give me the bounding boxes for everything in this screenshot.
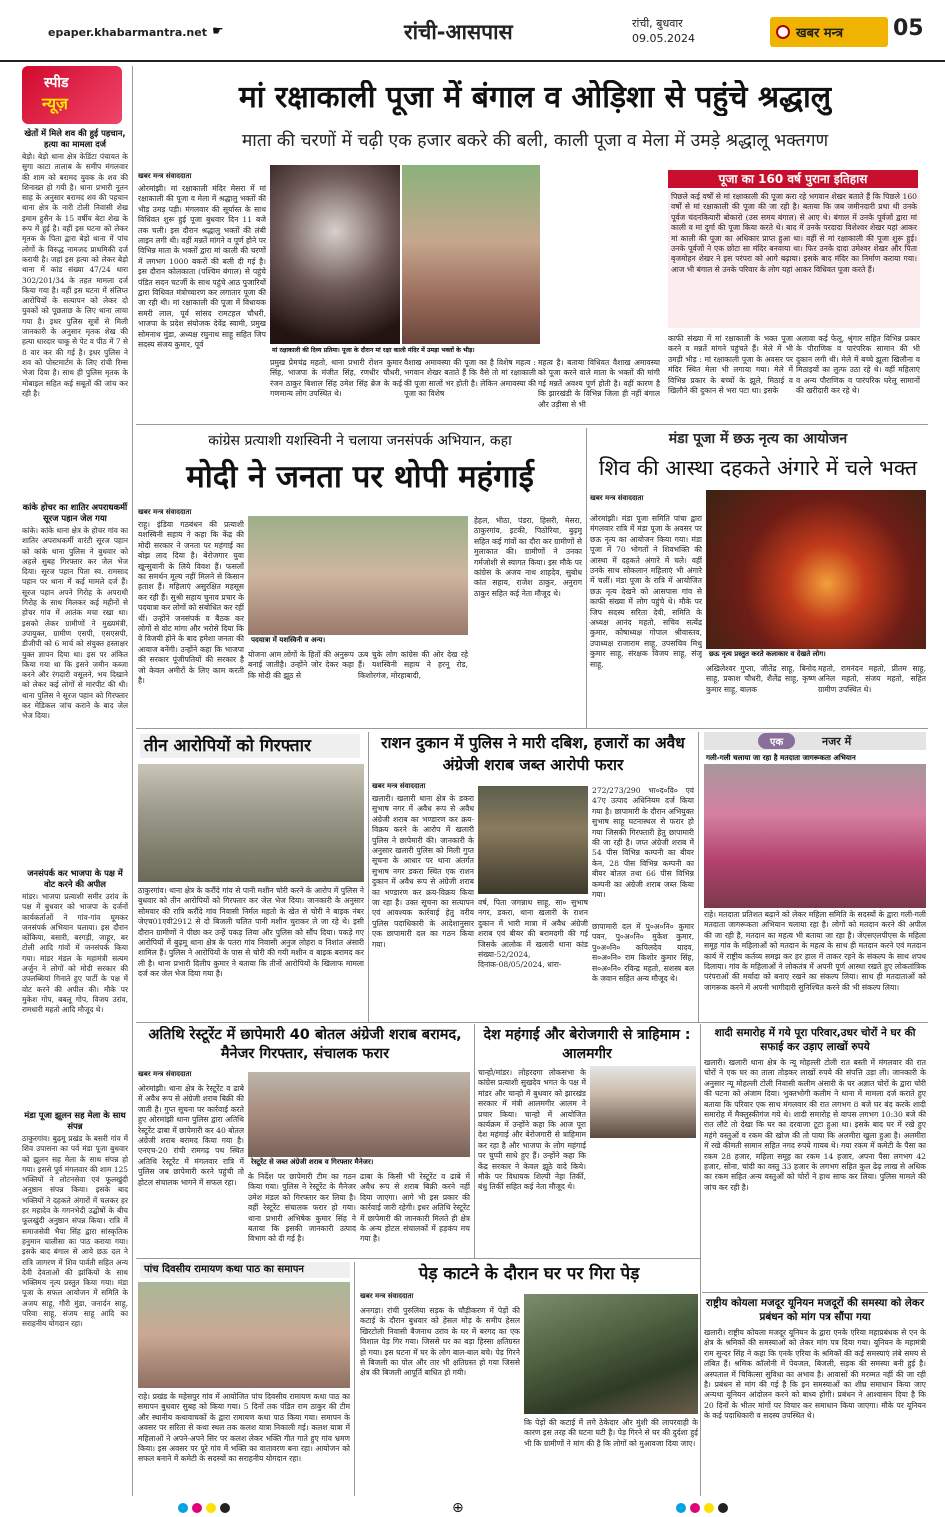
- magenta-mark-icon: [690, 1503, 700, 1513]
- seized-liquor-photo: [478, 786, 588, 894]
- theft-headline: शादी समारोह में गये पूरा परिवार,उधर चोरों ने घर की सफाई कर उड़ाए लाखों रुपये: [714, 1027, 916, 1053]
- lead-byline: खबर मन्त्र संवाददाता: [138, 172, 192, 180]
- lead-col5: काफी संख्या में मां रक्षाकाली के भक्त पूजा करने व मन्नतें मांगने पहुंचते हैं। मेले में भी उमड़ी भीड़ : मां रक्षाकाली पूजा के अवसर पर मंदिर स्थित मेला भी लगाया गया। मेले में विभिन्न प्रकार के बच्चों के झूले, मिठाई व खिलौने की दुकान से भरा पटा था। इसके: [668, 334, 793, 396]
- tree-fall-body: अनगड़ा। रांची पुरुलिया सड़क के चौड़ीकरण में पेड़ों की कटाई के दौरान बुधवार को हेसल मोड़ के समीप हेसल खिरटोली निवासी बैजनाथ उरांव के घर में बरगद का एक विशाल पेड़ गिर गया। जिससे घर का बड़ा हिस्सा क्षतिग्रस्त हो गया। इस घटना में घर के लोग बाल-बाल बचे। पेड़ गिरने से बिजली का पोल और तार भी क्षतिग्रस्त हो गया जिससे क्षेत्र की बिजली आपूर्ति बाधित हो गयी।: [360, 1306, 520, 1378]
- page-number: 05: [893, 16, 924, 41]
- brand-name: खबर मन्त्र: [796, 26, 844, 41]
- voter-awareness-photo: [704, 752, 926, 908]
- lead-col3: वैशाख अमावस्या की पूजा का है विशेष महत्व : भगवान शेखर बताते हैं कि वैसे तो मां रक्षाकाली की पूजा सालों भर होती है। लेकिन अमावस्या की पूजा का विशेष: [404, 358, 536, 399]
- brief-item: [22, 502, 128, 864]
- arrest-photo: [138, 764, 364, 882]
- epaper-url[interactable]: epaper.khabarmantra.net: [48, 26, 207, 39]
- crosshair-icon: ⊕: [452, 1500, 464, 1516]
- padyatra-caption: पदयात्रा में यशस्विनी व अन्य।: [248, 635, 468, 646]
- yellow-mark-icon: [206, 1503, 216, 1513]
- brief-headline: जनसंपर्क कर भाजपा के पक्ष में वोट करने की अपील: [27, 868, 123, 889]
- speed-news-logo-line2: न्यूज़: [42, 94, 68, 113]
- brief-body: मांडर। भाजपा प्रत्याशी समीर उरांव के पक्ष में बुधवार को भाजपा के दर्जनों कार्यकर्ताओं ने गांव-गांव घूमकर जनसंपर्क अभियान चलाया। इस दौरान कोंकिया, बसारी, बरगड़ी, जाहूर, बर टोली आदि गांवों में जनसंपर्क किया गया। मांडर मंडल के महामंत्री सत्यम अर्जुन ने लोगों को मोदी सरकार की उपलब्धियां गिनाते हुए पार्टी के पक्ष में वोट करने की अपील की। मौके पर मुकेश गोप, बबलू गोप, विजय उरांव, रामधारी महतो आदि मौजूद थे।: [22, 892, 128, 1015]
- brief-body: ठाकुरगांव। बुढ़मू प्रखंड के बसरी गांव में शिव उपासना का पर्व मंडा पूजा बुधवार को झूलन सह मेला के साथ संपन्न हो गया। इससे पूर्व मंगलवार की शाम 125 भक्तियों ने लोटनसेवा एवं फूलखुंदी अनुष्ठान संपन्न किया। इसके बाद भक्तियों ने दहकते अंगारों में चलकर हर हर महादेव के गगनभेदी उद्घोषों के बीच फूलखुंदी अनुष्ठान संपन्न किया। रात्रि में समाजसेवी भैया सिंह द्वारा सांस्कृतिक हनुमान चालीसा का पाठ कराया गया। इसके बाद बंगाल से आये छऊ दल ने रात्रि जागरण में शिव पार्वती सहित अन्य देवी देवताओं की झांकियों के साथ भक्तिमय नृत्य प्रस्तुत किया गया। मंडा पूजा के सफल आयोजन में समिति के अजय साहू, गौरी मुंडा, जनार्दन साहू, परिवा साहू, संजय साहू आदि का सराहनीय योगदान रहा।: [22, 1134, 128, 1329]
- brief-item: [22, 868, 128, 1106]
- lead-col6: अलावा कई फेलू, श्रृंगार सहित विभिन्न प्रकार के पौराणिक व पारंपरिक सामान की भी दुकान लगी थी। मेले में बच्चे झूला खिलौना व मिठाइयों का लुत्फ उठा रहे थे। वहीं महिलाएं व अन्य पौराणिक व पारंपरिक घरेलू सामानों की खरीदारी कर रहे थे।: [796, 334, 920, 396]
- fire-walk-photo: [706, 490, 926, 660]
- yellow-mark-icon: [704, 1503, 714, 1513]
- congress-col1: राहू। इंडिया गठबंधन की प्रत्याशी यशस्विनी सहाय ने कहा कि केंद्र की मोदी सरकार ने जनता पर महंगाई का बोझ लाद दिया है। बेरोजगार युवा खून्सुवानी के लिये विवश हैं। फसलों का समर्थन मूल्य नहीं मिलने से किसान हताश हैं। महिलाएं असुरक्षित महसूस कर रही हैं। सुश्री सहाय चुनाव प्रचार के पदयात्रा कर लोगों को संबोधित कर रहीं थीं। उन्होंने जनसंपर्क व बैठक कर लोगों से वोट मांगा और भरोसे दिया कि वे विजयी होने के बाद हमेशा जनता की आवाज बनेंगी। उन्होंने कहा कि भाजपा की सरकार पूंजीपतियों की सरकार है जो केवल अमीरों के लिए काम करती है।: [138, 520, 244, 686]
- ek-nazar-bar: [704, 732, 926, 750]
- dateline: [632, 16, 695, 46]
- voter-awareness-body: राहे। मतदाता प्रतिशत बढ़ाने को लेकर महिला समिति के सदस्यों के द्वारा गली-गली मतदाता जागरूकता अभियान चलाया रहा है। लोगों को मतदान करने की अपील की जा रही है, मतदान का महत्व भी बताया जा रहा है। जेएसएलपीएस के महिला समूह गांव के महिलाओं को मतदान के महत्व के साथ ही मतदान करने एवं मतदान कार्य में राष्ट्रीय कर्तव्य समझ कर हर हाल में ताकर रहने के संकल्प के साथ शपथ दिलाया। गांव के महिलाओं ने लोकतंत्र में अपनी पूर्ण आस्था रखते हुए लोकतांत्रिक परंपराओं की मर्यादा को बनाए रखने का संकल्प लिया। साथ ही मतदाताओं को जागरूक करने में अपनी भागीदारी सुनिश्चित करने की भी संकल्प लिया।: [704, 910, 926, 992]
- ramayan-headline: पांच दिवसीय रामायण कथा पाठ का समापन: [140, 1262, 350, 1278]
- congress-kicker: कांग्रेस प्रत्याशी यशस्विनी ने चलाया जनसंपर्क अभियान, कहा: [208, 433, 512, 449]
- tree-fall-headline: पेड़ काटने के दौरान घर पर गिरा पेड़: [418, 1264, 640, 1284]
- manda-body: ओरमांझी। मंडा पूजा समिति पांचा द्वारा मंगलवार रात्रि में मंडा पूजा के अवसर पर छऊ नृत्य का आयोजन किया गया। मंडा पूजा में 70 भोगतों ने शिवभक्ति की आस्था में दहकते अंगारे में चले। वहीं उनके साथ सोकलान महिलाएं भी अंगारे में चलीं। मंडा पूजा के रात्रि में आयोजित छऊ नृत्य देखने को आसपास गांव से काफी संख्या में लोग पहुंचे थे। मौके पर जिप सदस्य सरिता देवी, समिति के अध्यक्ष आनंद महतो, सचिव सत्येंद्र कुमार, कोषाध्यक्ष गोपाल श्रीवास्तव, उपाध्यक्ष राजाराम साहू, उपसचिव मिथु कुमार साहू, संरक्षक विजय साहू, संजू साहू,: [590, 514, 702, 669]
- print-registration-marks: [0, 1500, 945, 1517]
- restaurant-raid-headline: अतिथि रेस्टूरेंट में छापेमारी 40 बोतल अंग्रेजी शराब बरामद, मैनेजर गिरफ्तार, संचालक फरार: [148, 1027, 462, 1062]
- arrest-body: ठाकुरगांव। थाना क्षेत्र के करौंदे गांव से पानी मशीन चोरी करने के आरोप में पुलिस ने बुधवार को तीन आरोपियों को गिरफ्तार कर जेल भेज दिया। जानकारी के अनुसार सोमवार की रात्रि करौंदे गांव निवासी निर्मल महतो के खेत से चोरी ने बाइक नंबर जेएच01एवी2912 से दो बिजली चलित पानी मशीन चुराकर ले जा रहे थे। इसी दौरान ग्रामीणों ने पीछा कर उन्हें पकड़ लिया और पुलिस को सौंप दिया। पकड़े गए आरोपियों में बुढ़मू थाना क्षेत्र के पतरा गांव निवासी अनुज लोहरा व निशांत अंसारी शामिल हैं। पुलिस ने आरोपियों के पास से चोरी की गयी मशीन व बाइक बरामद कर ली है। थाना प्रभारी दिलीप कुमार ने बताया कि तीनों आरोपियों के खिलाफ मामला दर्ज कर जेल भेज दिया गया है।: [138, 886, 364, 979]
- alamgir-photo: [590, 1066, 696, 1138]
- brief-item: [22, 1110, 128, 1434]
- tree-fall-byline: खबर मन्त्र संवाददाता: [360, 1292, 414, 1300]
- voter-awareness-caption: गली-गली चलाया जा रहा है मतदाता जागरूकता अभियान: [704, 752, 926, 764]
- liquor-raid-col1: खलारी। खलारी थाना क्षेत्र के डकरा सुभाष नगर में अवैध रूप से अवैध अंग्रेजी शराब का भण्डारण कर क्रय-विक्रय करने के आरोप में खलारी पुलिस ने छापेमारी की। जानकारी के अनुसार खलारी पुलिस को मिली गुप्त सूचना के आधार पर थाना अंतर्गत सुभाष नगर डकरा स्थित एक राशन दुकान में अवैध रूप से अंग्रेजी शराब का भण्डारण कर क्रय-विक्रय किया जा रहा है। उक्त सूचना का सत्यापन एवं आवश्यक कार्रवाई हेतु वरीय पुलिस पदाधिकारी के आदेशानुसार एक छापामारी दल का गठन किया गया।: [372, 794, 474, 949]
- cursor-icon: ☛: [212, 24, 224, 39]
- ek-nazar-tag: एक: [758, 733, 795, 749]
- congress-byline: खबर मन्त्र संवाददाता: [138, 508, 192, 516]
- brand-logo: [770, 17, 888, 47]
- lead-headline: मां रक्षाकाली पूजा में बंगाल व ओड़िशा से पहुंचे श्रद्धालु: [238, 80, 832, 115]
- history-box-body: पिछले कई वर्षों से मां रक्षाकाली की पूजा करा रहे भगवान शेखर बताते हैं कि पिछले 160 वर्षों से मां रक्षाकाली की पूजा की जा रही है। बताया कि जब जमीनदारी प्रथा थी उनके पूर्वज चंदनकियारी बोकारो (उस समय बंगाल) से आए थे। बंगाल में उनके पूर्वजों द्वारा मां काली व मां दुर्गा की पूजा किया करते थे। बाद में उनके परदादा विशेश्वर शेखर यहां आकर मां काली की पूजा का अधिकार प्राप्त हुआ था। वहीं से मां रक्षाकाली की पूजा शुरू हुई। उनके पूर्वजों ने एक छोटा सा मंदिर बनवाया था। फिर उनके दादा उमेश्वर शेखर और पिता बृजमोहन शेखर ने इस परंपरा को आगे बढ़ाया। इसके बाद मंदिर का निर्माण कराया गया। आज भी बंगाल से उनके परिवार के लोग यहां आकर विधिवत पूजा करते हैं।: [668, 190, 920, 328]
- lead-photo-caption: मां रक्षाकाली की दिव्य प्रतिमा। पूजा के दौरान मां रक्षा काली मंदिर में उमड़ा भक्तों के भीड़।: [270, 344, 550, 355]
- manda-caption: छऊ नृत्य प्रस्तुत करते कलाकार व देखते लोग।: [706, 649, 926, 660]
- lead-col4: महत्व है। बताया विधिवत वैशाख अमावस्या को पूजा करने वाले माता के भक्तों की मांगी गई मन्नतें अवश्य पूर्ण होती है। वहीं कारण है कि झारखंडी के विभिन्न जिला ही नहीं बंगाल और उड़ीसा से भी: [538, 358, 660, 409]
- liquor-raid-col4: छापामारी दल में पु०अ०नि० कुमार पवन, पु०अ०नि० मुकेश कुमार, पु०अ०नि० कपिलदेव यादव, स०अ०नि० राम किशोर कुमार सिंह, स०अ०नि० रविन्द्र महतो, सशस्त्र बल के जवान सहित अन्य मौजूद थे।: [592, 922, 694, 984]
- lead-subhead: माता की चरणों में चढ़ी एक हजार बकरे की बली, काली पूजा व मेला में उमड़े श्रद्धालू भक्तगण: [241, 131, 829, 151]
- manda-body2: अखिलेश्वर गुप्ता, जीतेंद्र साहू, बिनोद साहू, प्रकाश चौधरी, शैलेंद्र साहू, कृष्ण कुमार साहू, बालक: [706, 664, 816, 694]
- manda-byline: खबर मन्त्र संवाददाता: [590, 494, 644, 502]
- black-mark-icon: [220, 1503, 230, 1513]
- magenta-mark-icon: [192, 1503, 202, 1513]
- cyan-mark-icon: [676, 1503, 686, 1513]
- speed-news-logo: [22, 66, 122, 124]
- union-body: खलारी। राष्ट्रीय कोयला मजदूर यूनियन के द्वारा एनके एरिया महाप्रबंधक से एन के क्षेत्र के श्रमिकों की समस्याओं को लेकर मांग पत्र दिया गया। यूनियन के महामंत्री राम सुन्दर सिंह ने कहा कि एनके एरिया के श्रमिकों की कई समस्याएं लंबे समय से लंबित हैं। श्रमिक कॉलोनी में पेयजल, बिजली, सड़क की समस्या बनी हुई है। अस्पताल में चिकित्सा सुविधा का अभाव है। आवासों की मरम्मत नहीं की जा रही है। प्रबंधन से मांग की गई है कि इन समस्याओं का शीघ्र समाधान किया जाए अन्यथा यूनियन आंदोलन करने को बाध्य होगी। प्रबंधन ने आश्वासन दिया है कि 20 दिनों के भीतर मांगों पर विचार कर समाधान किया जाएगा। मौके पर यूनियन के कई पदाधिकारी व सदस्य उपस्थित थे।: [704, 1328, 926, 1421]
- ramayan-body: राहे। प्रखंड के महेसपुर गांव में आयोजित पांच दिवसीय रामायण कथा पाठ का समापन बुधवार सुबह को किया गया। 5 दिनों तक पंडित राम ठाकुर की टीम और स्थानीय कथावाचकों के द्वारा रामायण कथा पाठ किया गया। समापन के अवसर पर सरिता से कथा स्थल तक कलश यात्रा निकाली गई। कलश यात्रा में महिलाओं ने अपने-अपने सिर पर कलश लेकर भक्ति गीत गाते हुए गांव भ्रमण किया। इस अवसर पर पूरे गांव में भक्ति का वातावरण बना रहा। आयोजन को सफल बनाने में कमेटी के सदस्यों का सराहनीय योगदान रहा।: [138, 1392, 350, 1464]
- congress-col2: योजना आम लोगों के हितों की अनुरूप बनाई जातीहै। उन्होंने जोर देकर कहा कि मोदी की झूठ से: [248, 650, 354, 680]
- kalash-yatra-photo: [138, 1282, 350, 1388]
- fallen-tree-photo: [524, 1294, 698, 1414]
- brief-headline: कांके होचर का शातिर अपराधकर्मी सूरज पहान जेल गया: [22, 502, 128, 523]
- speed-news-column: [22, 66, 128, 1498]
- restaurant-raid-col2: के निर्देश पर छापेमारी टीम का गठन किया गया। पुलिस ने रेस्टूरेंट के मैनेजर उमेश मंडल को गिरफ्तार कर लिया है। वहीं रेस्टूरेंट संचालक फरार हो गया। थाना प्रभारी अभिषेक कुमार सिंह ने बताया कि इसकी जानकारी उत्पाद विभाग को दी गई है।: [248, 1172, 356, 1244]
- history-box-title: पूजा का 160 वर्ष पुराना इतिहास: [668, 170, 918, 188]
- masthead: [0, 0, 945, 62]
- restaurant-raid-photo: [248, 1072, 470, 1168]
- brand-icon: [776, 25, 790, 39]
- restaurant-raid-col3: ढाबा के किसी भी रेस्टूरेंट व ढाबे में अवैध रूप से शराब बिक्री करने नहीं दिया जाएगा। आगे भी इस प्रकार की कार्रवाई जारी रहेगी। इधर अतिथि रेस्टूरेंट में छापेमारी की जानकारी मिलते ही क्षेत्र के अन्य होटल संचालकों में हड़कंप मच गया है।: [360, 1172, 470, 1244]
- lead-col2: प्रमुख प्रेमचंद्र महतो, थाना प्रभारी रोशन कुमार सिंह, भाजपा के मंजीत सिंह, रणधीर चौधरी, रंजन ठाकुर बिशाल सिंह उमेश सिंह ब्रेज के कई गणमान्य लोग उपस्थित थे।: [270, 358, 402, 399]
- restaurant-raid-byline: खबर मन्त्र संवाददाता: [138, 1070, 192, 1078]
- section-title: रांची-आसपास: [404, 20, 513, 44]
- inflation-body: चान्हो/मांडर। लोहरदगा लोकसभा के कांग्रेस प्रत्याशी सुखदेव भगत के पक्ष में मांडर और चान्हो में बुधवार को झारखंड सरकार में मंत्री आलमगीर आलम ने प्रचार किया। चान्हो में आयोजित कार्यक्रम में उन्होंने कहा कि आज पूरा देश महंगाई और बेरोजगारी से त्राहिमाम कर रहा है और भाजपा के लोग महंगाई पर चुप्पी साधे हुए हैं। उन्होंने कहा कि केंद्र सरकार ने केवल झूठे वादे किये। मौके पर विधायक शिल्पी नेहा तिर्की, बंधु तिर्की सहित कई नेता मौजूद थे।: [478, 1068, 586, 1192]
- liquor-raid-col2: 272/273/290 भा०द०वि० एवं 47ए उत्पाद अधिनियम दर्ज किया गया है। छापामारी के दौरान अभियुक्त सुभाष साहू घटनास्थल से फरार हो गया जिसकी गिरफ्तारी हेतु छापामारी की जा रही है। जप्त अंग्रेजी शराब में 54 पीस विभिन्न कम्पनी का बीयर केन, 28 पीस विभिन्न कम्पनी का बीयर बोतल तथा 66 पीस विभिन्न कम्पनी का अंग्रेजी शराब जब्त किया गया।: [592, 786, 694, 900]
- date-value: 09.05.2024: [632, 32, 695, 45]
- liquor-raid-col3: वर्ष, पिता जगन्नाथ साहू, सा० सुभाष नगर, डकरा, थाना खलारी के राशन दुकान में भारी मात्रा में अवैध अंग्रेजी शराब एवं बीयर की बरामदगी की गई जिसके आलोक में खलारी थाना कांड संख्या-52/2024, दिनांक-08/05/2024, धारा-: [478, 898, 588, 970]
- lead-col1: ओरमांझी। मां रक्षाकाली मंदिर मेसरा में मां रक्षाकाली की पूजा व मेला में श्रद्धालु भक्तों की भीड़ उमड़ पड़ी। मंगलवार की सूर्यास्त के साथ विधिवत शुरू हुई पूजा बुधवार दिन 11 बजे तक चली। इस दौरान श्रद्धालु भक्तों की लंबी लाइन लगी थी। वहीं मन्नतें मांगने व पूर्ण होने पर विभिन्न माता के भक्तों द्वारा मां काली की चरणों में लगभग 1000 बकरों की बली दी गई है। इस दौरान कोलकाता (पश्चिम बंगाल) से पहुंचे पंडित सदन चटर्जी के साथ पहुंचे आठ पुजारियों द्वारा विधिवत मंत्रोच्चारण कर लगातार पूजा की जा रही थी। मां रक्षाकाली की पूजा में विधायक समरी लाल, पूर्व सांसद रामटहल चौधरी, भाजपा के प्रदेश संयोजक देवेंद्र स्वामी, प्रमुख सोमनाथ मुंडा, अध्यक्ष रघुनाथ साहू सहित जिप सदस्य संजय कुमार, पूर्व: [138, 184, 266, 350]
- theft-body: खलारी। खलारी थाना क्षेत्र के न्यू मोहल्ली टोली रात बस्ती में मंगलवार की रात चोरों ने एक घर का ताला तोड़कर लाखों रुपये की संपत्ति उड़ा ली। जानकारी के अनुसार न्यू मोहल्ली टोली निवासी कलीम अंसारी के घर अज्ञात चोरों के द्वारा चोरी की घटना को अंजाम दिया। भुक्तभोगी कलीम ने थाना में मामला दर्ज कराते हुए बताया कि परिवार एक साथ मंगलवार की रात लगभग 8 बजे घर बंद करके शादी समारोह में मैक्लुस्कीगंज गये थे। शादी समारोह से वापस लगभग 10:30 बजे की रात लौटे तो देखा कि घर का दरवाजा टूटा हुआ था। इसके बाद घर में रखे हुए महंगे वस्तुओं व रकम की खोज की तो पाया कि अलमीरा खुला हुआ है। अलमीरा में रखे कीमती सामान सहित नगद रुपये गायब थे। गया रकम में कमेटी के पैसा का रकम 28 हजार, महिला समूह का रकम 14 हजार, अपना पैसा लगभग 42 हजार, सोना, चांदी का वस्तु 33 हजार के लगभग सहित कुल ढेढ़ लाख से अधिक का रकम सहित अन्य वस्तुओं को चोरों ने हाथ साफ कर लिया। पुलिस मामले की जांच कर रही है।: [704, 1058, 926, 1192]
- arrest-headline: तीन आरोपियों को गिरफ्तार: [140, 734, 360, 758]
- cyan-mark-icon: [178, 1503, 188, 1513]
- union-headline: राष्ट्रीय कोयला मजदूर यूनियन मजदूरों की समस्या को लेकर प्रबंधन को मांग पत्र सौंपा गया: [705, 1297, 925, 1323]
- congress-headline: मोदी ने जनता पर थोपी महंगाई: [186, 459, 534, 495]
- tree-fall-caption: कि पेड़ों की कटाई में लगे ठेकेदार और मुंशी की लापरवाही के कारण इस तरह की घटना घटी है। पेड़ गिरने से घर की दुर्दशा हुई भी कि ग्रामीणों ने मांग की है कि लोगों को मुआवजा दिया जाए।: [524, 1418, 698, 1448]
- brief-headline: मंडा पूजा झूलन सह मेला के साथ संपन्न: [24, 1110, 126, 1131]
- ek-nazar-label: नजर में: [822, 735, 852, 748]
- padyatra-photo: [248, 516, 468, 646]
- manda-kicker: मंडा पूजा में छऊ नृत्य का आयोजन: [668, 431, 848, 447]
- manda-headline: शिव की आस्था दहकते अंगारे में चले भक्त: [598, 456, 918, 480]
- deity-photo: [270, 165, 400, 355]
- brief-body: बेड़ो। बेड़ो थाना क्षेत्र केडिंटा पंचायत के सुगा काटा तालाब के समीप मंगलवार की शाम को बरामद युवक के शव की शिनाख्त हो गयी है। थाना प्रभारी नूतन साह के अनुसार बरामद शव की पहचान थाना क्षेत्र के नारी टोली निवासी शेख इमाम हुसैन के 15 वर्षीय बेटा शेख के रूप में हुई है। वहीं इस घटना को लेकर मृतक के पिता द्वारा बेड़ो थाना में पांच लोगों के विरुद्ध नामजद प्राथमिकी दर्ज करायी है। जहां इस हत्या को लेकर बेड़ो थाना में कांड संख्या 47/24 धारा 302/201/34 के तहत मामला दर्ज किया गया है। वहीं इस घटना में संलिप्त आरोपियों के सत्यापन को लेकर दो युवकों को पूछताछ के लिए थाना लाया गया है। इधर पुलिस सूत्रों से मिली जानकारी के अनुसार मृतक शेख की हत्या धारदार चाकू से पेट व पीठ में 7 से 8 वार कर की गई है। इधर पुलिस ने शव को पोस्टमार्टम के लिए रांची रिम्स भेजा दिया है। साथ ही पुलिस मृतक के मोबाइल सहित कई सबूतों की जांच कर रही है।: [22, 152, 128, 398]
- manda-body3: महतो, रामनंदन महतो, प्रीतम साहू, अनिल महतो, संजय महतो, सहित ग्रामीण उपस्थित थे।: [818, 664, 926, 694]
- brief-body: कांके। कांके थाना क्षेत्र के होचर गांव का शातिर अपराधकर्मी वारंटी सूरज पहान को कांके थाना पुलिस ने बुधवार को अहले सुबह गिरफ्तार कर जेल भेज दिया। सूरज पहान पिता स्व. रामसाद पहान पर थाना में कई मामले दर्ज हैं। सूरज पहान अपने गिरोह के अपराधी गिरोह के साथ मिलकर कई महीनों से होचर गांव में आतंक मचा रखा था। इसको लेकर ग्रामीणों ने मुख्यमंत्री, उपायुक्त, ग्रामीण एसपी, एसएसपी, डीजीपी को 6 मार्च को संयुक्त हस्ताक्षर युक्त ज्ञापन दिया था। इस पर अंकित किया गया था कि इसने जमीन कब्जा करने और रंगदारी वसूलने, भय दिखाने को लेकर कई लोगों से मारपीट की थी। थाना पुलिस ने सूरज पहान को गिरफ्तार कर मेडिकल जांच कराने के बाद जेल भेज दिया।: [22, 526, 128, 721]
- liquor-raid-headline: राशन दुकान में पुलिस ने मारी दबिश, हजारों का अवैध अंग्रेजी शराब जब्त आरोपी फरार: [381, 734, 685, 774]
- speed-news-logo-line1: स्पीड: [44, 75, 69, 91]
- congress-col3: ऊब चुके लोग कांग्रेस की ओर देख रहे हैं। यशस्विनी सहाय ने हरनू रोड, किशोरगंज, मोरहाबादी,: [358, 650, 468, 680]
- date-day: रांची, बुधवार: [632, 17, 683, 30]
- restaurant-raid-caption: रेस्टूरेंट से जब्त अंग्रेजी शराब व गिरफ्तार मैनेजर।: [248, 1157, 470, 1168]
- devotee-crowd-photo: [402, 165, 540, 355]
- liquor-raid-byline: खबर मन्त्र संवाददाता: [372, 782, 426, 790]
- brief-item: [22, 128, 128, 498]
- inflation-headline: देश महंगाई और बेरोजगारी से त्राहिमाम : आलमगीर: [483, 1027, 691, 1062]
- black-mark-icon: [718, 1503, 728, 1513]
- brief-headline: खेतों में मिले शव की हुई पहचान, हत्या का मामला दर्ज: [24, 128, 126, 149]
- restaurant-raid-col1: ओरमांझी। थाना क्षेत्र के रेस्टूरेंट व ढाबे में अवैध रूप से अंग्रेजी शराब बिक्री की जाती है। गुप्त सूचना पर कार्रवाई करते हुए ओरमांझी थाना पुलिस द्वारा अतिथि रेस्टूरेंट ढाबा में छापेमारी कर 40 बोतल अंग्रेजी शराब बरामद किया गया है। एनएच-20 रांची रामगढ़ पथ स्थित अतिथि रेस्टूरेंट में मंगलवार रात्रि में पुलिस जब छापेमारी करने पहुंची तो होटल संचालक भागने में सफल रहा।: [138, 1084, 244, 1187]
- congress-col4: हेहल, भीठा, पंडरा, हिसरी, मेसरा, ठाकुरगांव, इटकी, पिठोरिया, बुढ़मू सहित कई गांवों का दौरा कर ग्रामीणों से मुलाकात की। ग्रामीणों ने उनका गर्मजोशी से स्वागत किया। इस मौके पर कांग्रेस के अजय नाथ शाहदेव, सुबोध कांत सहाय, राजेश ठाकुर, अनुराग ठाकुर सहित कई नेता मौजूद थे।: [474, 516, 582, 598]
